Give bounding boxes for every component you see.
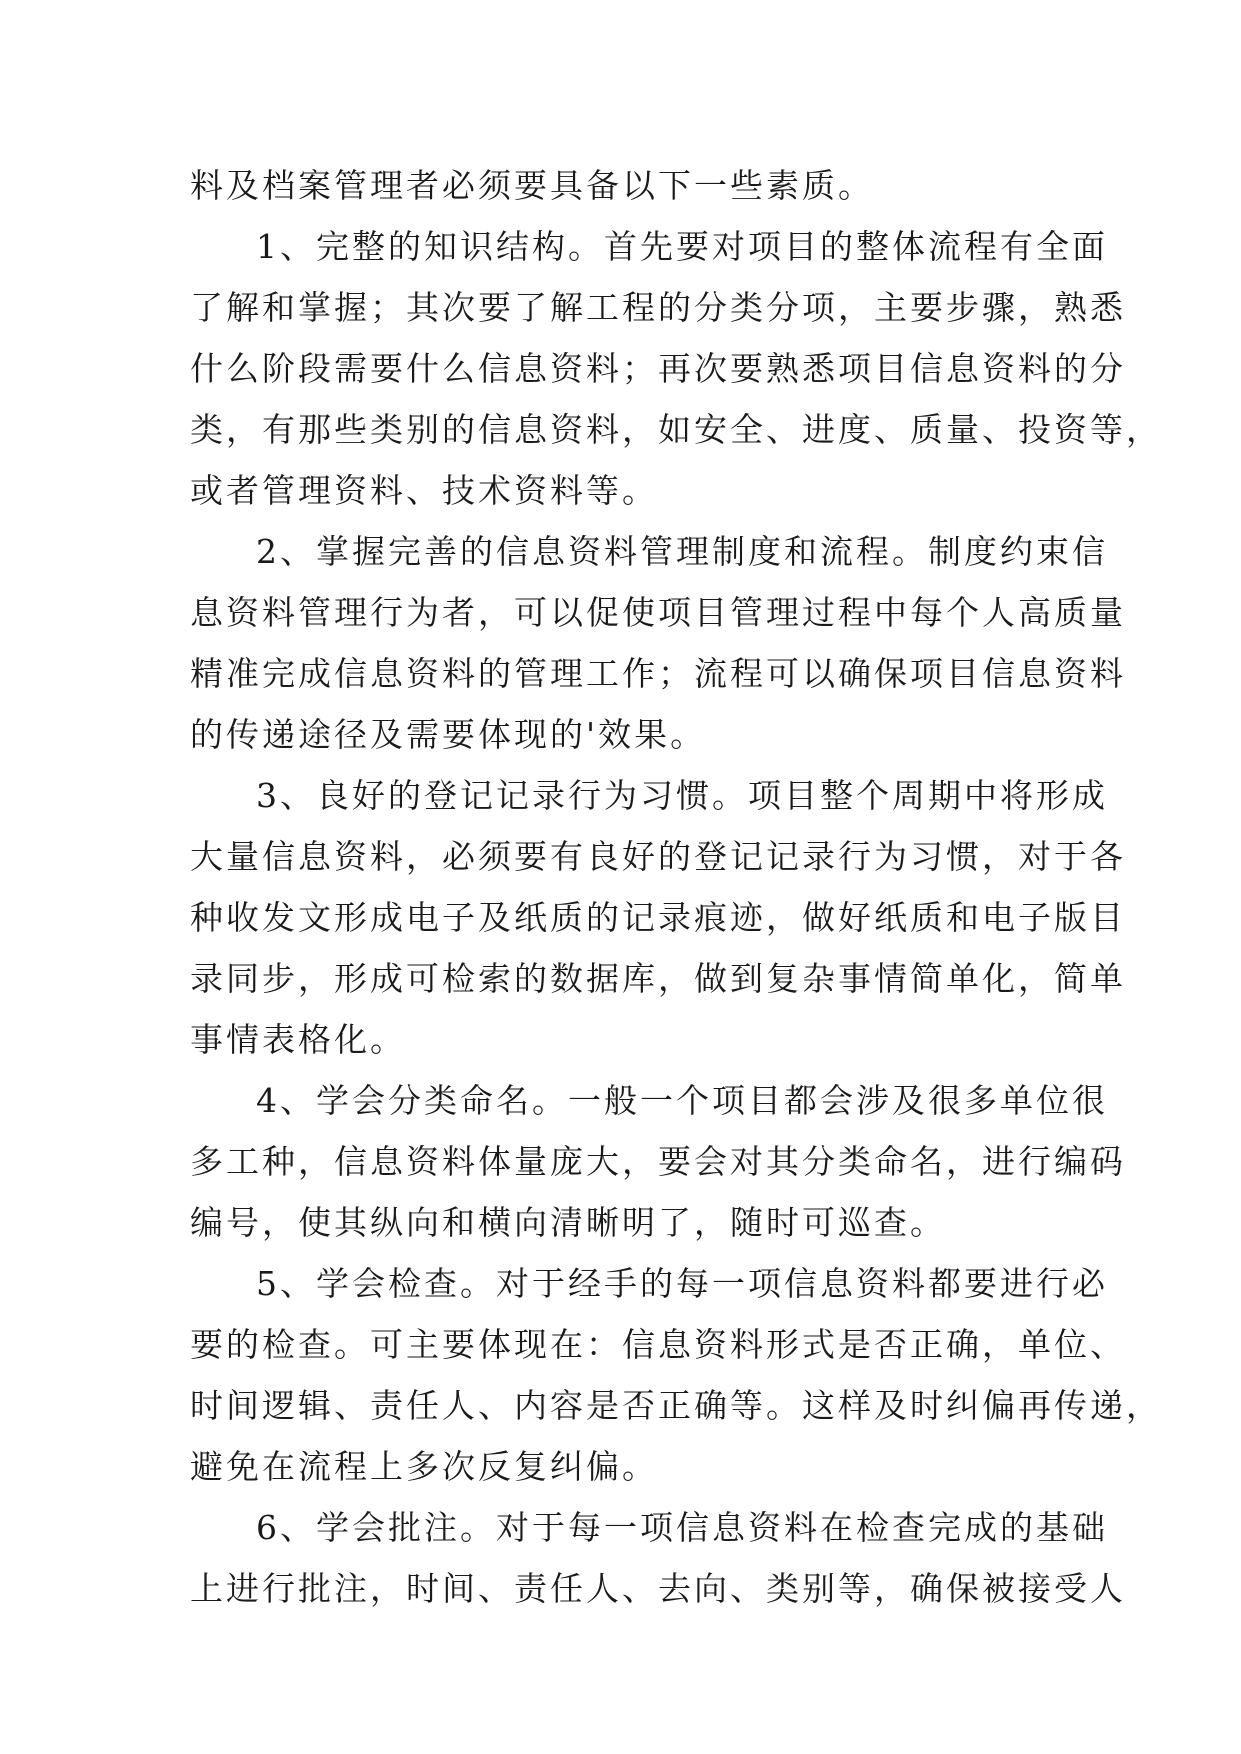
text-line: 上进行批注，时间、责任人、去向、类别等，确保被接受人	[190, 1569, 1126, 1608]
paragraph-first-line: 5、学会检查。对于经手的每一项信息资料都要进行必	[256, 1264, 1108, 1303]
text-line: 编号，使其纵向和横向清晰明了，随时可巡查。	[190, 1203, 946, 1242]
paragraph-first-line: 1、完整的知识结构。首先要对项目的整体流程有全面	[256, 227, 1108, 266]
paragraph-first-line: 3、良好的登记记录行为习惯。项目整个周期中将形成	[256, 776, 1108, 815]
text-line: 多工种，信息资料体量庞大，要会对其分类命名，进行编码	[190, 1142, 1126, 1181]
text-line: 了解和掌握；其次要了解工程的分类分项，主要步骤，熟悉	[190, 288, 1126, 327]
text-line: 精准完成信息资料的管理工作；流程可以确保项目信息资料	[190, 654, 1126, 693]
text-line: 事情表格化。	[190, 1020, 406, 1059]
text-line: 要的检查。可主要体现在：信息资料形式是否正确，单位、	[190, 1325, 1126, 1364]
text-line: 时间逻辑、责任人、内容是否正确等。这样及时纠偏再传递，	[190, 1386, 1162, 1425]
text-line: 息资料管理行为者，可以促使项目管理过程中每个人高质量	[190, 593, 1126, 632]
text-line: 种收发文形成电子及纸质的记录痕迹，做好纸质和电子版目	[190, 898, 1126, 937]
paragraph-first-line: 6、学会批注。对于每一项信息资料在检查完成的基础	[256, 1508, 1108, 1547]
text-line: 什么阶段需要什么信息资料；再次要熟悉项目信息资料的分	[190, 349, 1126, 388]
document-body	[190, 155, 1162, 1619]
text-line: 料及档案管理者必须要具备以下一些素质。	[190, 166, 874, 205]
text-line: 大量信息资料，必须要有良好的登记记录行为习惯，对于各	[190, 837, 1126, 876]
text-line: 类，有那些类别的信息资料，如安全、进度、质量、投资等，	[190, 410, 1162, 449]
text-line: 或者管理资料、技术资料等。	[190, 471, 658, 510]
text-line: 的传递途径及需要体现的'效果。	[190, 715, 707, 754]
text-line: 避免在流程上多次反复纠偏。	[190, 1447, 658, 1486]
paragraph-first-line: 4、学会分类命名。一般一个项目都会涉及很多单位很	[256, 1081, 1108, 1120]
paragraph-first-line: 2、掌握完善的信息资料管理制度和流程。制度约束信	[256, 532, 1108, 571]
text-line: 录同步，形成可检索的数据库，做到复杂事情简单化，简单	[190, 959, 1126, 998]
